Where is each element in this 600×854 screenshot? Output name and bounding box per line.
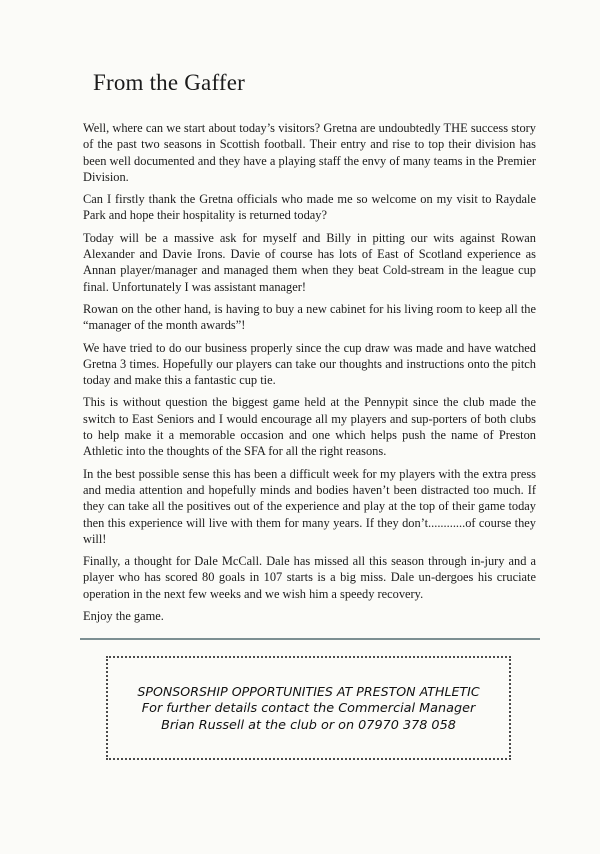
- sponsorship-heading: SPONSORSHIP OPPORTUNITIES AT PRESTON ATHLETIC: [137, 683, 480, 699]
- paragraph: Finally, a thought for Dale McCall. Dale has missed all this season through in-jury and a player who has scored 80 goals in 107 starts is a big miss. Dale un-dergoes his cruciate operation in the next few weeks and we wish him a speedy recovery.: [83, 554, 536, 601]
- page-title: From the Gaffer: [93, 70, 246, 95]
- sponsorship-contact-line: For further details contact the Commercial Manager: [141, 700, 476, 716]
- divider-rule: [80, 638, 540, 640]
- paragraph: Enjoy the game.: [83, 609, 164, 624]
- paragraph: Today will be a massive ask for myself and Billy in pitting our wits against Rowan Alexander and Davie Irons. Davie of course has lots of East of Scotland experience as Annan player/manager and managed them when they beat Cold-stream in the league cup final. Unfortunately I was assistant manager!: [83, 230, 536, 294]
- paragraph: This is without question the biggest game held at the Pennypit since the club made the switch to East Seniors and I would encourage all my players and sup-porters of both clubs to help make it a memorable occasion and one which helps push the name of Preston Athletic into the thoughts of the SFA for all the right reasons.: [83, 395, 536, 459]
- sponsorship-phone-line: Brian Russell at the club or on 07970 378 058: [161, 717, 456, 733]
- paragraph: In the best possible sense this has been a difficult week for my players with the extra press and media attention and hopefully minds and bodies haven’t been distracted too much. If they can take all the positives out of the experience and play at the top of their game today then this experience will live with them for many years. If they don’t............of course they will!: [83, 466, 536, 546]
- paragraph: We have tried to do our business properly since the cup draw was made and have watched Gretna 3 times. Hopefully our players can take our thoughts and instructions onto the pitch today and make this a fantastic cup tie.: [83, 340, 536, 388]
- article-body: [83, 120, 536, 630]
- sponsorship-box: [106, 656, 511, 760]
- paragraph: Well, where can we start about today’s visitors? Gretna are undoubtedly THE success story of the past two seasons in Scottish football. Their entry and rise to top their division has been well documented and they have a playing staff the envy of many teams in the Premier Division.: [83, 121, 536, 184]
- paragraph: Rowan on the other hand, is having to buy a new cabinet for his living room to keep all the “manager of the month awards”!: [83, 301, 536, 333]
- paragraph: Can I firstly thank the Gretna officials who made me so welcome on my visit to Raydale Park and hope their hospitality is returned today?: [83, 192, 536, 223]
